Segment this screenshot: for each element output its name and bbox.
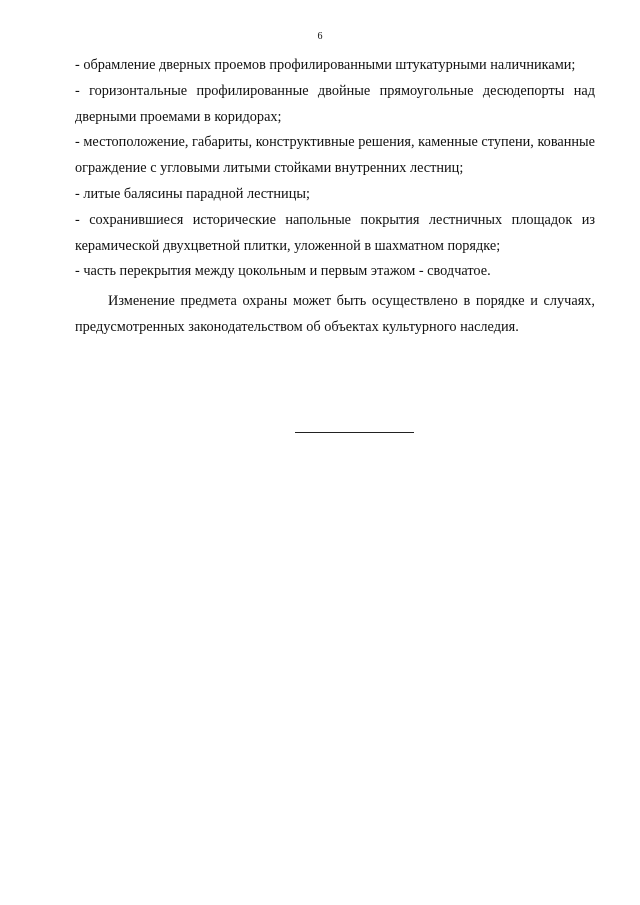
list-item-overdoors: - горизонтальные профилированные двойные прямоугольные десюдепорты над дверными проемами в коридорах; (75, 82, 595, 125)
list-item-vaulted-ceiling: - часть перекрытия между цокольным и первым этажом - сводчатое. (75, 263, 491, 280)
closing-paragraph: Изменение предмета охраны может быть осуществлено в порядке и случаях, предусмотренных законодательством об объектах культурного наследия. (75, 293, 595, 335)
end-of-text-rule (295, 432, 414, 433)
document-body (75, 53, 595, 341)
list-item-balusters: - литые балясины парадной лестницы; (75, 185, 310, 202)
list-item-door-trim: - обрамление дверных проемов профилированными штукатурными наличниками; (75, 57, 576, 73)
page-number: 6 (317, 31, 323, 42)
list-item-floor-tiles: - сохранившиеся исторические напольные покрытия лестничных площадок из керамической двухцветной плитки, уложенной в шахматном порядке; (75, 211, 595, 254)
list-item-stairs: - местоположение, габариты, конструктивные решения, каменные ступени, кованные ограждение с угловыми литыми стойками внутренних лестниц; (75, 134, 595, 177)
